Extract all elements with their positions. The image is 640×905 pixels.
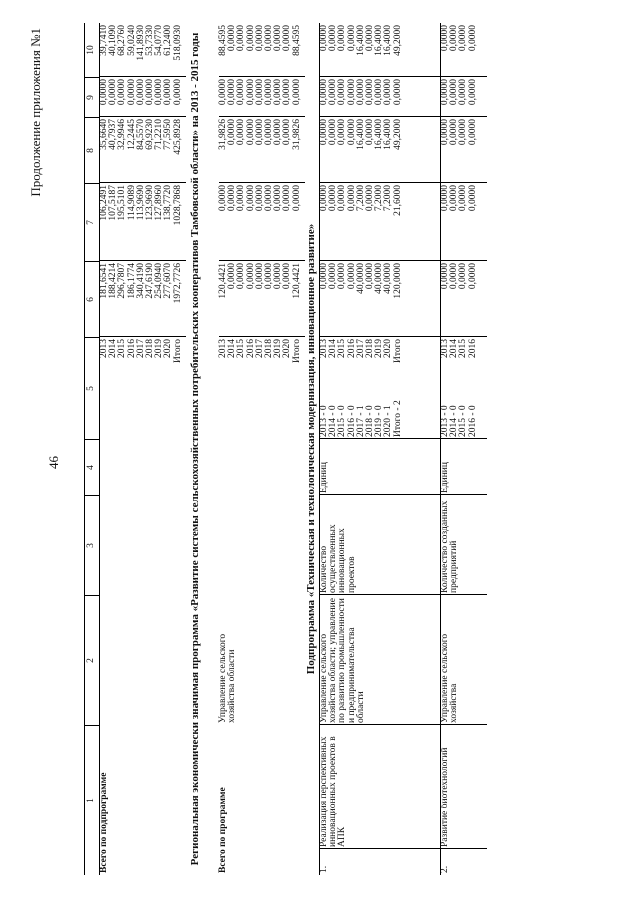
subprogram-total-label: Всего по подпрограмме — [99, 772, 109, 873]
r2-c10-value: 0,0000 — [440, 25, 450, 52]
r1-c9-value: 0,0000 — [383, 79, 394, 106]
r1-year-value: 2015 — [337, 339, 348, 358]
r1-c8-value: 16,4000 — [355, 119, 366, 150]
r1-year-value: 2017 — [355, 339, 366, 358]
pt-c9-value: 0,0000 — [245, 79, 256, 106]
col-header-10: 10 — [86, 45, 96, 55]
r1-c7-value: 7,2000 — [355, 185, 366, 212]
r1-c7-value: 7,2000 — [383, 185, 394, 212]
pt-c10-value: 0,0000 — [264, 25, 275, 52]
program-title: Региональная экономически значимая программа «Развитие системы сельскохозяйственных потребительских кооперативов Тамбовской области» на 2013 - 2015 годы — [189, 32, 201, 866]
r1-c8-value: 49,2000 — [392, 119, 403, 150]
st-c9-value: 0,0000 — [126, 79, 137, 106]
col-header-7: 7 — [85, 183, 99, 261]
program-total-years — [219, 337, 302, 439]
r1-c8-value: 0,0000 — [328, 119, 339, 146]
st-c9-value: 0,0000 — [135, 79, 146, 106]
r1-c6-value: 0,0000 — [337, 263, 348, 290]
r1-c6-value: 40,0000 — [374, 263, 385, 294]
pt-year-value: Итого — [291, 339, 302, 364]
st-c9-value: 0,0000 — [108, 79, 119, 106]
r1-c10-value: 0,0000 — [365, 25, 376, 52]
r2-year-value: 2016 — [467, 339, 478, 358]
table-row-1 — [319, 23, 440, 875]
st-c9-value: 0,0000 — [99, 79, 109, 106]
pt-c10-value: 0,0000 — [282, 25, 293, 52]
r1-c6-value: 0,0000 — [319, 263, 329, 290]
row1-name: Реализация перспективных инновационных проектов в АПК — [319, 736, 348, 847]
r1-c6-value: 40,0000 — [355, 263, 366, 294]
st-c9-value: 0,0000 — [117, 79, 128, 106]
r1-target-value: 2014 - 0 — [328, 405, 339, 437]
r1-c7-value: 0,0000 — [319, 185, 329, 212]
r1-c8-value: 0,0000 — [346, 119, 357, 146]
st-c10-value: 40,1090 — [108, 25, 119, 56]
st-c6-value: 277,6070 — [163, 263, 174, 299]
row2-number: 2. — [440, 865, 450, 873]
r1-c6-value: 40,0000 — [383, 263, 394, 294]
row1-col7 — [320, 183, 403, 261]
r1-c6-value: 0,0000 — [328, 263, 339, 290]
st-c7-value: 107,5187 — [108, 185, 119, 221]
row1-executor: Управление сельского хозяйства области; управление по развитию промышленности и предпринимательства области — [319, 598, 366, 723]
st-c7-value: 113,9690 — [135, 185, 146, 221]
pt-c8-value: 31,9826 — [291, 119, 302, 150]
st-c10-value: 61,2400 — [163, 25, 174, 56]
r1-year-value: 2019 — [374, 339, 385, 358]
subprogram-total-col7 — [100, 183, 183, 261]
row1-unit: Единиц — [319, 462, 329, 493]
pt-c8-value: 0,0000 — [245, 119, 256, 146]
st-c7-value: 138,7720 — [163, 185, 174, 221]
r1-year-value: 2018 — [365, 339, 376, 358]
r1-target-value: 2019 - 0 — [374, 405, 385, 437]
pt-c9-value: 0,0000 — [273, 79, 284, 106]
pt-c7-value: 0,0000 — [236, 185, 247, 212]
program-total-label: Всего по программе — [218, 787, 228, 873]
pt-c9-value: 0,0000 — [291, 79, 302, 106]
r1-c7-value: 21,6000 — [392, 185, 403, 216]
pt-c10-value: 0,0000 — [227, 25, 238, 52]
st-c10-value: 39,7410 — [99, 25, 109, 56]
pt-c6-value: 0,0000 — [254, 263, 265, 290]
budget-table — [84, 23, 487, 875]
r1-c9-value: 0,0000 — [365, 79, 376, 106]
r1-c10-value: 0,0000 — [346, 25, 357, 52]
st-year-value: 2014 — [108, 339, 119, 358]
col-header-8: 8 — [85, 117, 99, 183]
r1-target-value: 2015 - 0 — [337, 405, 348, 437]
row2-indicator: Количество созданных предприятий — [440, 500, 460, 593]
st-c9-value: 0,0000 — [154, 79, 165, 106]
r2-c9-value: 0,0000 — [467, 79, 478, 106]
r1-c6-value: 0,0000 — [346, 263, 357, 290]
subprogram-total-col10 — [100, 23, 183, 77]
pt-year-value: 2020 — [282, 339, 293, 358]
r2-c8-value: 0,0000 — [467, 119, 478, 146]
r1-c10-value: 16,4000 — [355, 25, 366, 56]
pt-year-value: 2017 — [254, 339, 265, 358]
pt-c8-value: 0,0000 — [264, 119, 275, 146]
st-c10-value: 53,7330 — [145, 25, 156, 56]
r1-c8-value: 16,4000 — [374, 119, 385, 150]
pt-year-value: 2019 — [273, 339, 284, 358]
st-c8-value: 12,2445 — [126, 119, 137, 150]
r1-target-value: 2013 - 0 — [319, 405, 329, 437]
r1-c7-value: 0,0000 — [337, 185, 348, 212]
pt-c7-value: 0,0000 — [227, 185, 238, 212]
r2-c9-value: 0,0000 — [458, 79, 469, 106]
r1-c8-value: 16,4000 — [383, 119, 394, 150]
pt-c6-value: 0,0000 — [273, 263, 284, 290]
pt-c6-value: 0,0000 — [282, 263, 293, 290]
st-c8-value: 425,8928 — [172, 119, 183, 155]
pt-c6-value: 0,0000 — [245, 263, 256, 290]
pt-c8-value: 0,0000 — [254, 119, 265, 146]
r1-year-value: Итого — [392, 339, 403, 364]
pt-c8-value: 0,0000 — [236, 119, 247, 146]
st-c6-value: 340,4190 — [135, 263, 146, 299]
r2-target-value: 2013 - 0 — [440, 405, 450, 437]
page-number: 46 — [46, 456, 61, 469]
pt-c7-value: 0,0000 — [282, 185, 293, 212]
r1-target-value: 2017 - 1 — [355, 405, 366, 437]
r1-c9-value: 0,0000 — [392, 79, 403, 106]
r1-c9-value: 0,0000 — [337, 79, 348, 106]
col-header-9: 9 — [85, 77, 99, 117]
r1-c10-value: 49,2000 — [392, 25, 403, 56]
pt-c7-value: 0,0000 — [291, 185, 302, 212]
row1-years — [320, 337, 403, 379]
st-year-value: 2020 — [163, 339, 174, 358]
subprogram-total-row — [100, 23, 186, 875]
r2-c6-value: 0,0000 — [440, 263, 450, 290]
pt-c9-value: 0,0000 — [264, 79, 275, 106]
r1-c7-value: 0,0000 — [365, 185, 376, 212]
r2-target-value: 2015 - 0 — [458, 405, 469, 437]
st-c6-value: 296,7807 — [117, 263, 128, 299]
pt-year-value: 2015 — [236, 339, 247, 358]
pt-c7-value: 0,0000 — [218, 185, 228, 212]
row2-col7 — [441, 183, 478, 261]
r1-c10-value: 0,0000 — [337, 25, 348, 52]
row2-executor: Управление сельского хозяйства — [440, 633, 460, 723]
r1-year-value: 2013 — [319, 339, 329, 358]
pt-c10-value: 0,0000 — [273, 25, 284, 52]
row1-indicator: Количество осуществленных инновационных проектов — [319, 524, 357, 593]
row2-years — [441, 337, 478, 379]
row1-col6 — [320, 261, 403, 337]
st-c10-value: 54,0770 — [154, 25, 165, 56]
pt-c9-value: 0,0000 — [254, 79, 265, 106]
st-c6-value: 1972,7726 — [172, 263, 183, 304]
program-total-row — [219, 23, 305, 875]
r1-c9-value: 0,0000 — [346, 79, 357, 106]
continuation-note: Продолжение приложения №1 — [28, 28, 43, 197]
r1-c7-value: 0,0000 — [328, 185, 339, 212]
row1-number: 1. — [319, 865, 329, 873]
row2-col9 — [441, 77, 478, 117]
st-c6-value: 254,0940 — [154, 263, 165, 299]
row2-name: Развитие биотехнологий — [440, 747, 450, 847]
st-c10-value: 141,8930 — [135, 25, 146, 61]
r1-c9-value: 0,0000 — [355, 79, 366, 106]
pt-c10-value: 0,0000 — [254, 25, 265, 52]
r2-c9-value: 0,0000 — [449, 79, 460, 106]
r2-c6-value: 0,0000 — [467, 263, 478, 290]
r1-c10-value: 0,0000 — [328, 25, 339, 52]
r1-target-value: Итого - 2 — [392, 400, 403, 437]
col-header-3: 3 — [85, 495, 99, 595]
st-c7-value: 106,2491 — [99, 185, 109, 221]
r1-c9-value: 0,0000 — [328, 79, 339, 106]
subprogram-total-years — [100, 337, 183, 439]
st-year-value: 2015 — [117, 339, 128, 358]
subprogram-total-col6 — [100, 261, 183, 337]
pt-c10-value: 0,0000 — [245, 25, 256, 52]
r1-target-value: 2016 - 0 — [346, 405, 357, 437]
st-year-value: 2013 — [99, 339, 109, 358]
r1-year-value: 2020 — [383, 339, 394, 358]
st-c6-value: 181,6541 — [99, 263, 109, 299]
st-c8-value: 32,9946 — [117, 119, 128, 150]
r1-c8-value: 0,0000 — [337, 119, 348, 146]
st-c8-value: 35,6640 — [99, 119, 109, 150]
row2-targets — [441, 379, 478, 439]
r1-c10-value: 16,4000 — [374, 25, 385, 56]
r2-c8-value: 0,0000 — [449, 119, 460, 146]
r1-year-value: 2014 — [328, 339, 339, 358]
r2-c9-value: 0,0000 — [440, 79, 450, 106]
col-header-6: 6 — [85, 261, 99, 337]
r2-c8-value: 0,0000 — [440, 119, 450, 146]
program-total-col10 — [219, 23, 302, 77]
program-total-col6 — [219, 261, 302, 337]
st-year-value: Итого — [172, 339, 183, 364]
r2-year-value: 2015 — [458, 339, 469, 358]
r1-c6-value: 120,0000 — [392, 263, 403, 299]
pt-year-value: 2018 — [264, 339, 275, 358]
pt-c8-value: 31,9826 — [218, 119, 228, 150]
pt-c7-value: 0,0000 — [245, 185, 256, 212]
st-c8-value: 77,5950 — [163, 119, 174, 150]
st-c7-value: 123,9690 — [145, 185, 156, 221]
pt-year-value: 2016 — [245, 339, 256, 358]
st-year-value: 2016 — [126, 339, 137, 358]
r1-c10-value: 16,4000 — [383, 25, 394, 56]
pt-c10-value: 88,4595 — [218, 25, 228, 56]
pt-year-value: 2013 — [218, 339, 228, 358]
pt-c6-value: 0,0000 — [227, 263, 238, 290]
r2-c10-value: 0,0000 — [467, 25, 478, 52]
row2-unit: Единиц — [440, 462, 450, 493]
pt-c8-value: 0,0000 — [227, 119, 238, 146]
st-c10-value: 59,0240 — [126, 25, 137, 56]
r2-c7-value: 0,0000 — [449, 185, 460, 212]
r1-c8-value: 0,0000 — [365, 119, 376, 146]
table-row-2 — [440, 23, 487, 875]
r2-year-value: 2014 — [449, 339, 460, 358]
row1-targets — [320, 379, 403, 439]
r2-c8-value: 0,0000 — [458, 119, 469, 146]
subprogram-total-col9 — [100, 77, 183, 117]
st-year-value: 2019 — [154, 339, 165, 358]
r2-c6-value: 0,0000 — [449, 263, 460, 290]
st-c8-value: 84,5570 — [135, 119, 146, 150]
st-c6-value: 188,4214 — [108, 263, 119, 299]
r1-c7-value: 0,0000 — [346, 185, 357, 212]
pt-c9-value: 0,0000 — [282, 79, 293, 106]
r2-c7-value: 0,0000 — [458, 185, 469, 212]
pt-c10-value: 88,4595 — [291, 25, 302, 56]
st-c7-value: 1028,7868 — [172, 185, 183, 226]
row2-col8 — [441, 117, 478, 183]
subprogram-total-col8 — [100, 117, 183, 183]
st-c8-value: 71,2210 — [154, 119, 165, 150]
row2-col10 — [441, 23, 478, 77]
pt-c6-value: 0,0000 — [264, 263, 275, 290]
r1-target-value: 2020 - 1 — [383, 405, 394, 437]
r1-year-value: 2016 — [346, 339, 357, 358]
row2-col6 — [441, 261, 478, 337]
col-header-5: 5 — [85, 337, 99, 439]
pt-c6-value: 120,4421 — [218, 263, 228, 299]
r1-target-value: 2018 - 0 — [365, 405, 376, 437]
st-year-value: 2018 — [145, 339, 156, 358]
col-header-1: 1 — [85, 725, 99, 875]
r2-c7-value: 0,0000 — [440, 185, 450, 212]
row1-col8 — [320, 117, 403, 183]
st-c7-value: 127,8960 — [154, 185, 165, 221]
subprogram-title: Подпрограмма «Техническая и технологическая модернизация, инновационное развитие» — [305, 223, 317, 675]
col-header-4: 4 — [85, 439, 99, 495]
row1-col9 — [320, 77, 403, 117]
program-total-col9 — [219, 77, 302, 117]
st-c10-value: 518,0930 — [172, 25, 183, 61]
st-c7-value: 114,9089 — [126, 185, 137, 221]
row1-col10 — [320, 23, 403, 77]
pt-c7-value: 0,0000 — [273, 185, 284, 212]
pt-c9-value: 0,0000 — [218, 79, 228, 106]
pt-c7-value: 0,0000 — [254, 185, 265, 212]
r2-target-value: 2014 - 0 — [449, 405, 460, 437]
pt-c7-value: 0,0000 — [264, 185, 275, 212]
st-c9-value: 0,0000 — [145, 79, 156, 106]
st-c8-value: 40,7937 — [108, 119, 119, 150]
pt-c8-value: 0,0000 — [273, 119, 284, 146]
st-c8-value: 69,9230 — [145, 119, 156, 150]
r2-target-value: 2016 - 0 — [467, 405, 478, 437]
program-total-executor: Управление сельского хозяйства области — [218, 633, 238, 723]
pt-c9-value: 0,0000 — [227, 79, 238, 106]
st-c7-value: 195,5101 — [117, 185, 128, 221]
st-year-value: 2017 — [135, 339, 146, 358]
pt-c6-value: 0,0000 — [236, 263, 247, 290]
r2-c10-value: 0,0000 — [449, 25, 460, 52]
st-c9-value: 0,0000 — [172, 79, 183, 106]
st-c9-value: 0,0000 — [163, 79, 174, 106]
r1-c9-value: 0,0000 — [319, 79, 329, 106]
pt-c9-value: 0,0000 — [236, 79, 247, 106]
r1-c9-value: 0,0000 — [374, 79, 385, 106]
r1-c7-value: 7,2000 — [374, 185, 385, 212]
pt-c10-value: 0,0000 — [236, 25, 247, 52]
pt-c8-value: 0,0000 — [282, 119, 293, 146]
r2-year-value: 2013 — [440, 339, 450, 358]
program-total-col7 — [219, 183, 302, 261]
r1-c10-value: 0,0000 — [319, 25, 329, 52]
pt-year-value: 2014 — [227, 339, 238, 358]
st-c10-value: 68,2760 — [117, 25, 128, 56]
column-header-row — [84, 23, 100, 875]
r1-c8-value: 0,0000 — [319, 119, 329, 146]
r2-c10-value: 0,0000 — [458, 25, 469, 52]
pt-c6-value: 120,4421 — [291, 263, 302, 299]
r2-c6-value: 0,0000 — [458, 263, 469, 290]
program-total-col8 — [219, 117, 302, 183]
st-c6-value: 186,1774 — [126, 263, 137, 299]
st-c6-value: 247,6190 — [145, 263, 156, 299]
r2-c7-value: 0,0000 — [467, 185, 478, 212]
r1-c6-value: 0,0000 — [365, 263, 376, 290]
col-header-2: 2 — [85, 595, 99, 725]
